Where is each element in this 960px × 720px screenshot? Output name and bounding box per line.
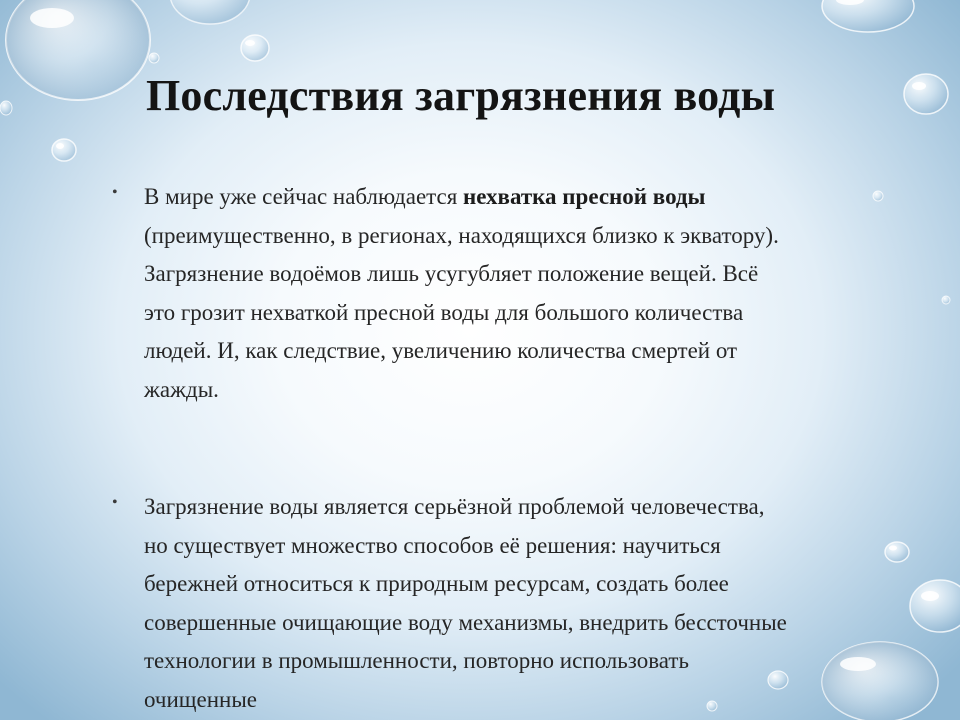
bullet-item (112, 488, 792, 719)
water-drop-icon (910, 580, 960, 632)
water-drop-icon (885, 542, 909, 562)
bullet-text: В мире уже сейчас наблюдается (144, 184, 464, 209)
bullet-text: Загрязнение воды является серьёзной проблемой человечества, но существует множество способов её решения: научиться бережней относиться к природным ресурсам, создать более совершенные очищающие воду механизмы, внедрить бессточные технологии в промышленности, повторно использовать очищенные (144, 494, 787, 712)
bullet-dot-icon: • (112, 184, 118, 201)
water-drop-icon (873, 191, 883, 201)
water-drop-icon (241, 35, 269, 61)
slide-title: Последствия загрязнения воды (146, 71, 776, 120)
water-drop-icon (0, 101, 12, 115)
bullet-list (112, 178, 792, 719)
water-drop-icon (170, 0, 250, 24)
bullet-item (112, 178, 792, 409)
bullet-text: (преимущественно, в регионах, находящихся близко к экватору). Загрязнение водоёмов лишь усугубляет положение вещей. Всё это грозит нехваткой пресной воды для большого количества людей. И, как следствие, увеличению количества смертей от жажды. (144, 222, 779, 402)
water-drop-icon (822, 642, 938, 720)
water-drop-icon (942, 296, 950, 304)
water-drop-icon (6, 0, 150, 100)
water-drop-icon (822, 0, 914, 32)
water-drop-icon (52, 139, 76, 161)
water-drop-icon (904, 74, 948, 114)
bullet-dot-icon: • (112, 494, 118, 511)
water-drop-icon (149, 53, 159, 63)
bullet-emphasis: нехватка пресной воды (463, 184, 706, 209)
